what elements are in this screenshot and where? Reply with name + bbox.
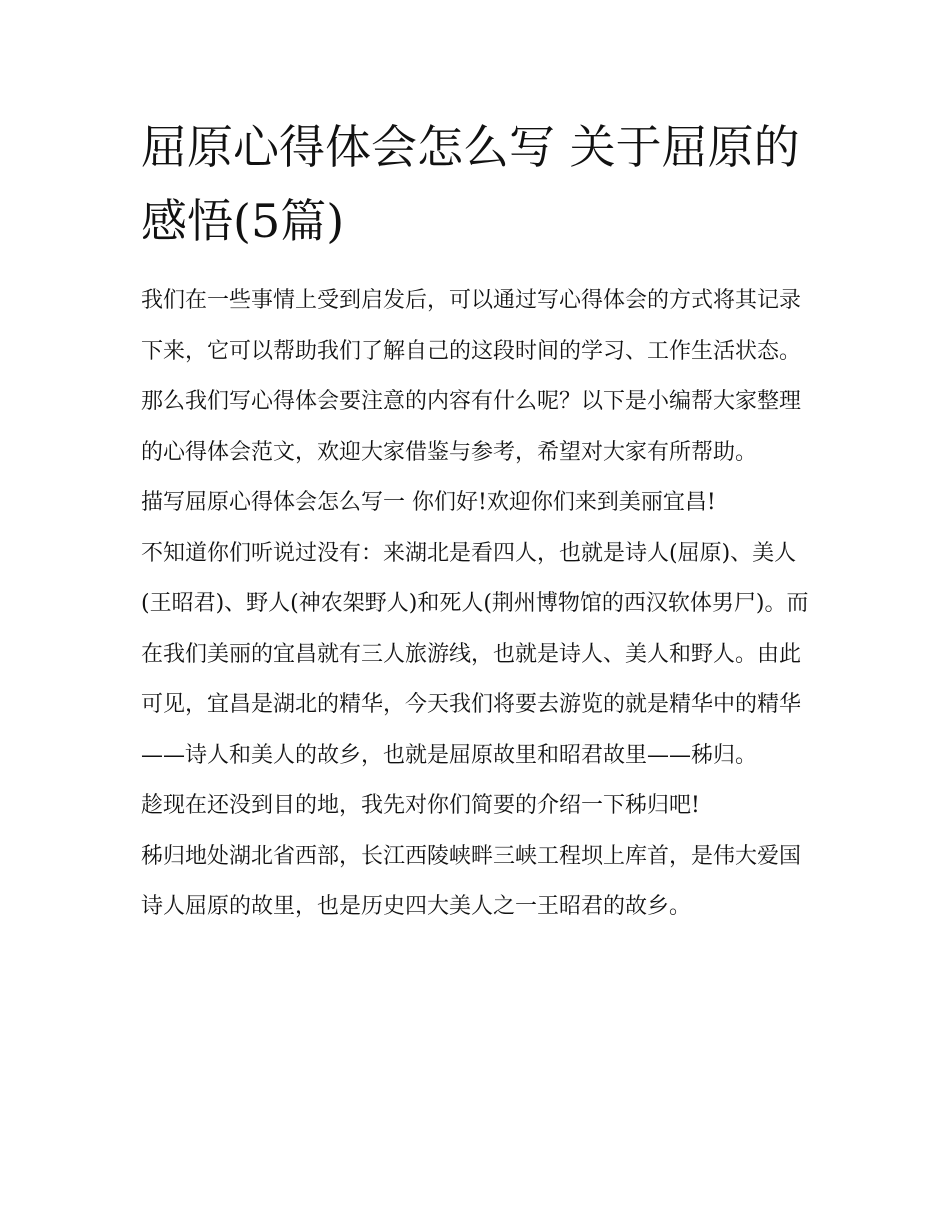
paragraph-zigui-intro: 秭归地处湖北省西部，长江西陵峡畔三峡工程坝上库首，是伟大爱国诗人屈原的故里，也是历史四大美人之一王昭君的故乡。: [141, 843, 802, 919]
document-body: [141, 276, 821, 933]
document-title: 屈原心得体会怎么写 关于屈原的感悟(5篇): [141, 120, 800, 248]
paragraph-transition: 趁现在还没到目的地，我先对你们简要的介绍一下秭归吧!: [141, 793, 700, 818]
paragraph-greeting: 描写屈原心得体会怎么写一 你们好!欢迎你们来到美丽宜昌!: [141, 490, 716, 515]
paragraph-intro: 我们在一些事情上受到启发后，可以通过写心得体会的方式将其记录下来，它可以帮助我们了解自己的这段时间的学习、工作生活状态。那么我们写心得体会要注意的内容有什么呢？以下是小编帮大家整理的心得体会范文，欢迎大家借鉴与参考，希望对大家有所帮助。: [141, 288, 802, 465]
paragraph-four-people: 不知道你们听说过没有：来湖北是看四人，也就是诗人(屈原)、美人(王昭君)、野人(神农架野人)和死人(荆州博物馆的西汉软体男尸)。而在我们美丽的宜昌就有三人旅游线，也就是诗人、美人和野人。由此可见，宜昌是湖北的精华，今天我们将要去游览的就是精华中的精华——诗人和美人的故乡，也就是屈原故里和昭君故里——秭归。: [141, 540, 809, 768]
